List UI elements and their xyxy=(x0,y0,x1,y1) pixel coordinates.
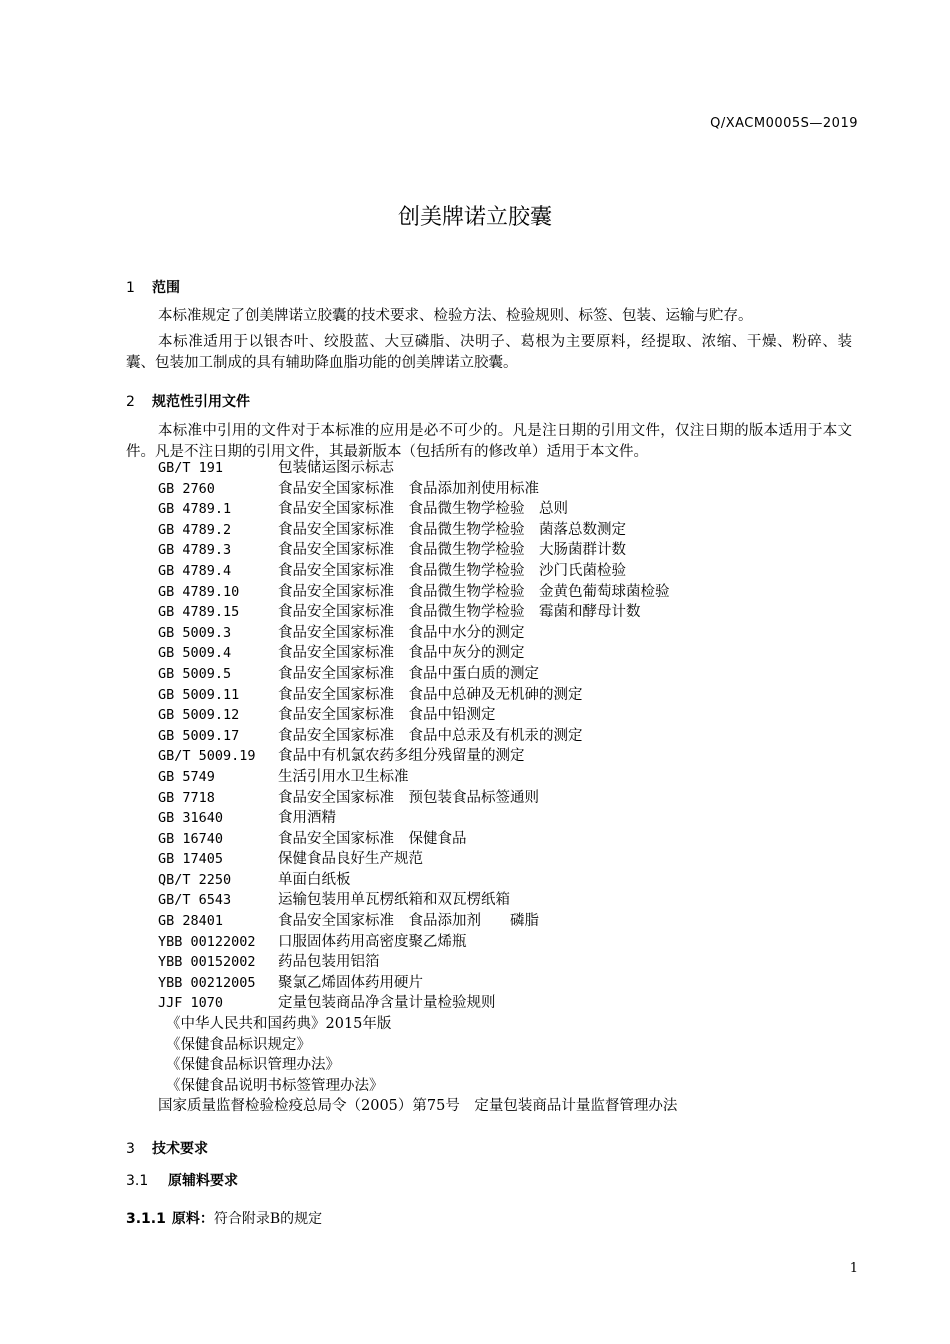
clause-3-1-1 xyxy=(126,1208,322,1228)
reference-title: 食品安全国家标准 食品中总汞及有机汞的测定 xyxy=(278,727,583,744)
reference-item xyxy=(158,767,677,788)
reference-title: 食品安全国家标准 食品中蛋白质的测定 xyxy=(278,665,539,682)
reference-title: 食品安全国家标准 食品微生物学检验 大肠菌群计数 xyxy=(278,542,626,559)
reference-title: 食品安全国家标准 食品添加剂使用标准 xyxy=(278,480,539,497)
reference-code: GB/T 191 xyxy=(158,460,224,476)
reference-code: GB 31640 xyxy=(158,810,224,827)
reference-title: 食品安全国家标准 食品添加剂 磷脂 xyxy=(278,913,539,930)
section-title: 技术要求 xyxy=(152,1141,208,1157)
reference-item xyxy=(158,623,677,644)
reference-code: GB/T 6543 xyxy=(158,892,232,909)
reference-item xyxy=(158,582,677,603)
reference-code: GB 4789.15 xyxy=(158,604,240,621)
reference-item xyxy=(158,643,677,664)
clause-number: 3.1.1 xyxy=(126,1211,166,1227)
reference-code: GB 4789.2 xyxy=(158,521,232,538)
clause-label: 原料： xyxy=(171,1211,214,1227)
reference-code: GB 28401 xyxy=(158,913,224,930)
reference-item xyxy=(158,973,677,994)
reference-item xyxy=(158,849,677,870)
subsection-number: 3.1 xyxy=(126,1173,149,1189)
reference-title: 生活引用水卫生标准 xyxy=(278,768,409,785)
reference-item xyxy=(158,911,677,932)
reference-title: 食品安全国家标准 预包装食品标签通则 xyxy=(278,789,539,806)
section-number: 1 xyxy=(126,280,135,296)
reference-item xyxy=(158,561,677,582)
extra-reference: 《保健食品标识管理办法》 xyxy=(166,1057,340,1074)
references-intro: 本标准中引用的文件对于本标准的应用是必不可少的。凡是注日期的引用文件，仅注日期的版本适用于本文件。凡是不注日期的引用文件，其最新版本（包括所有的修改单）适用于本文件。 xyxy=(126,423,852,460)
reference-title: 食品安全国家标准 食品微生物学检验 霉菌和酵母计数 xyxy=(278,604,641,621)
reference-code: GB 17405 xyxy=(158,851,224,868)
reference-item xyxy=(158,870,677,891)
reference-code: QB/T 2250 xyxy=(158,871,232,888)
reference-item xyxy=(158,932,677,953)
clause-text: 符合附录B的规定 xyxy=(213,1211,323,1227)
reference-code: GB 7718 xyxy=(158,789,215,806)
reference-item xyxy=(158,602,677,623)
reference-item xyxy=(158,664,677,685)
reference-title: 食品安全国家标准 食品微生物学检验 总则 xyxy=(278,501,568,518)
section-2-heading xyxy=(126,391,250,411)
scope-paragraph-2: 本标准适用于以银杏叶、绞股蓝、大豆磷脂、决明子、葛根为主要原料，经提取、浓缩、干燥、粉碎、装囊、包装加工制成的具有辅助降血脂功能的创美牌诺立胶囊。 xyxy=(126,334,852,371)
document-title: 创美牌诺立胶囊 xyxy=(397,205,552,230)
reference-item xyxy=(158,890,677,911)
reference-title: 食品安全国家标准 食品中铅测定 xyxy=(278,707,496,724)
reference-item xyxy=(158,540,677,561)
reference-item xyxy=(158,726,677,747)
reference-title: 包装储运图示标志 xyxy=(278,460,394,476)
reference-item xyxy=(158,952,677,973)
reference-code: GB 4789.3 xyxy=(158,542,232,559)
reference-code: GB 5009.11 xyxy=(158,686,240,703)
extra-reference: 《保健食品标识规定》 xyxy=(166,1036,311,1053)
reference-code: GB 2760 xyxy=(158,480,215,497)
extra-reference: 《中华人民共和国药典》2015年版 xyxy=(166,1016,392,1033)
reference-item xyxy=(158,499,677,520)
reference-title: 药品包装用铝箔 xyxy=(278,954,380,971)
section-1-heading xyxy=(126,277,180,297)
reference-item xyxy=(158,746,677,767)
reference-code: GB 5009.17 xyxy=(158,727,240,744)
section-number: 2 xyxy=(126,394,135,410)
subsection-3-1-heading xyxy=(126,1170,238,1190)
reference-code: JJF 1070 xyxy=(158,995,224,1012)
reference-title: 食品安全国家标准 食品中灰分的测定 xyxy=(278,645,525,662)
extra-reference: 《保健食品说明书标签管理办法》 xyxy=(166,1077,384,1094)
reference-code: GB 16740 xyxy=(158,830,224,847)
reference-title: 食品安全国家标准 保健食品 xyxy=(278,830,467,847)
section-title: 范围 xyxy=(152,280,180,296)
reference-list xyxy=(158,458,677,1117)
reference-item xyxy=(158,829,677,850)
section-3-heading xyxy=(126,1138,208,1158)
reference-code: GB 5009.5 xyxy=(158,665,232,682)
reference-title: 口服固体药用高密度聚乙烯瓶 xyxy=(278,933,467,950)
reference-title: 食品安全国家标准 食品微生物学检验 金黄色葡萄球菌检验 xyxy=(278,583,670,600)
reference-code: GB 5749 xyxy=(158,768,215,785)
reference-title: 食品安全国家标准 食品中水分的测定 xyxy=(278,624,525,641)
reference-title: 单面白纸板 xyxy=(278,871,351,888)
reference-item xyxy=(158,685,677,706)
reference-code: GB 5009.4 xyxy=(158,645,232,662)
reference-item xyxy=(158,479,677,500)
reference-item xyxy=(158,520,677,541)
reference-item xyxy=(158,788,677,809)
subsection-title: 原辅料要求 xyxy=(168,1173,238,1189)
reference-title: 保健食品良好生产规范 xyxy=(278,851,423,868)
reference-code: GB 5009.3 xyxy=(158,624,232,641)
reference-title: 定量包装商品净含量计量检验规则 xyxy=(278,995,496,1012)
reference-code: GB/T 5009.19 xyxy=(158,748,256,765)
reference-title: 食品安全国家标准 食品微生物学检验 菌落总数测定 xyxy=(278,521,626,538)
reference-item xyxy=(158,993,677,1014)
reference-title: 食用酒精 xyxy=(278,810,336,827)
section-number: 3 xyxy=(126,1141,135,1157)
reference-title: 食品安全国家标准 食品中总砷及无机砷的测定 xyxy=(278,686,583,703)
reference-title: 运输包装用单瓦楞纸箱和双瓦楞纸箱 xyxy=(278,892,510,909)
document-code: Q/XACM0005S—2019 xyxy=(710,116,858,131)
reference-code: GB 4789.1 xyxy=(158,501,232,518)
reference-item xyxy=(158,705,677,726)
reference-code: GB 4789.4 xyxy=(158,562,232,579)
reference-code: YBB 00152002 xyxy=(158,954,256,971)
reference-item xyxy=(158,458,677,479)
scope-paragraph-1: 本标准规定了创美牌诺立胶囊的技术要求、检验方法、检验规则、标签、包装、运输与贮存。 xyxy=(158,308,753,324)
extra-reference: 国家质量监督检验检疫总局令（2005）第75号 定量包装商品计量监督管理办法 xyxy=(158,1098,678,1115)
reference-title: 食品中有机氯农药多组分残留量的测定 xyxy=(278,748,525,765)
reference-code: YBB 00122002 xyxy=(158,933,256,950)
reference-code: GB 4789.10 xyxy=(158,583,240,600)
reference-item xyxy=(158,808,677,829)
section-title: 规范性引用文件 xyxy=(152,394,250,410)
reference-title: 聚氯乙烯固体药用硬片 xyxy=(278,974,423,991)
reference-code: YBB 00212005 xyxy=(158,974,256,991)
reference-title: 食品安全国家标准 食品微生物学检验 沙门氏菌检验 xyxy=(278,562,626,579)
page-number: 1 xyxy=(849,1261,858,1276)
reference-code: GB 5009.12 xyxy=(158,707,240,724)
